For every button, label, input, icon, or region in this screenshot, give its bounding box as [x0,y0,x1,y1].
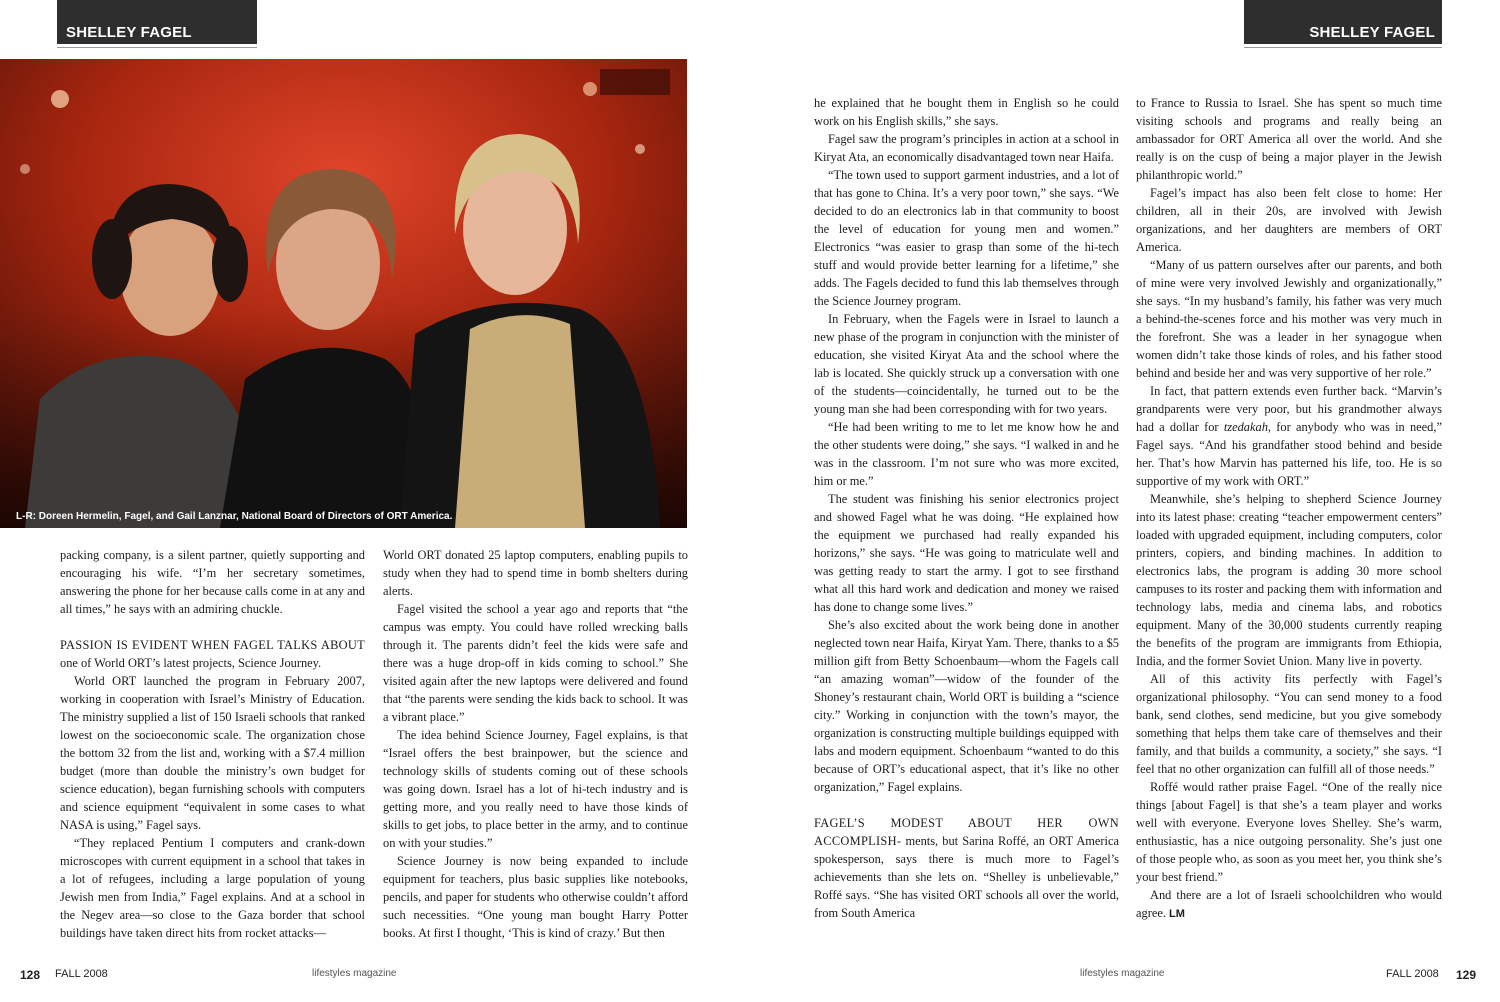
paragraph: Fagel saw the program’s principles in action at a school in Kiryat Ata, an economically disadvantaged town near Haifa. [814,132,1119,164]
paragraph: Roffé would rather praise Fagel. “One of the really nice things [about Fagel] is that she’s a team player and works well with everyone. Everyone loves Shelley. She’s warm, enthusiastic, has a nice outgoing personality. She’s just one of those people who, as soon as you meet her, you think she’s your best friend.” [1136,780,1442,884]
paragraph: “He had been writing to me to let me know how he and the other students were doing,” she says. “I walked in and he was in the classroom. I’m not sure who was more excited, him or me.” [814,420,1119,488]
section-lead-in: FAGEL’S MODEST ABOUT HER OWN ACCOMPLISH- [814,816,1119,848]
paragraph: World ORT launched the program in February 2007, working in cooperation with Israel’s Ministry of Education. The ministry supplied a list of 150 Israeli schools that ranked lowest on the socioeconomic scale. The organization chose the bottom 32 from the list and, working with a $7.4 million budget (more than double the ministry’s own budget for science education), began furnishing schools with computers and science equipment “equivalent in some cases to what NASA is using,” Fagel says. [60,674,365,832]
article-column-2 [383,546,688,946]
section-lead-in: PASSION IS EVIDENT WHEN FAGEL TALKS ABOUT [60,638,365,652]
paragraph: Fagel’s impact has also been felt close to home: Her children, all in their 20s, are involved with Jewish organizations, and her daughters are members of ORT America. [1136,186,1442,254]
issue-date-right: FALL 2008 [1386,968,1439,980]
article-column-1 [60,546,365,946]
paragraph: to France to Russia to Israel. She has spent so much time visiting schools and programs and really being an ambassador for ORT America all over the world. And she really is on the cusp of being a major player in the Jewish philanthropic world.” [1136,96,1442,182]
paragraph: he explained that he bought them in English so he could work on his English skills,” she says. [814,96,1119,128]
paragraph: All of this activity fits perfectly with Fagel’s organizational philosophy. “You can send money to a food bank, send clothes, send medicine, but you give somebody something that helps them take care of themselves and their family, and that builds a community, a society,” she says. “I feel that no other organization can fulfill all of those needs.” [1136,672,1442,776]
header-rule-right [1244,47,1442,48]
page-number-right: 129 [1456,968,1477,982]
group-photo [0,59,687,528]
paragraph-text: And there are a lot of Israeli schoolchildren who would agree. [1136,888,1442,920]
header-tab-right [1244,0,1442,44]
paragraph [814,814,1119,922]
section-title-right: SHELLEY FAGEL [1309,24,1435,41]
paragraph: “Many of us pattern ourselves after our parents, and both of mine were very involved Jewishly and organizationally,” she says. “In my husband’s family, his father was very much a behind-the-scenes force and his mother was very much in the forefront. She was a leader in her synagogue when women didn’t take those kinds of roles, and his father stood behind and beside her and was very supportive of her role.” [1136,258,1442,380]
article-column-3 [814,94,1119,946]
section-title-left: SHELLEY FAGEL [66,24,192,41]
paragraph [60,636,365,672]
header-tab-left [57,0,257,44]
magazine-name-right: lifestyles magazine [1080,968,1165,979]
issue-date-left: FALL 2008 [55,968,108,980]
paragraph [1136,886,1442,923]
paragraph-text: ments, but Sarina Roffé, an ORT America spokesperson, says there is much more to Fagel’s achievements than she lets on. “Shelley is unbelievable,” Roffé says. “She has visited ORT schools all over the world, from South America [814,834,1119,920]
paragraph: The idea behind Science Journey, Fagel explains, is that “Israel offers the best brainpower, but the science and technology skills of students coming out of these schools was going down. Israel has a lot of hi-tech industry and is getting more, and you really need to have those kinds of skills to get jobs, to place better in the army, and to continue on with your studies.” [383,728,688,850]
magazine-name-left: lifestyles magazine [312,968,397,979]
photo-illustration [0,59,687,528]
header-rule-left [57,47,257,48]
paragraph: The student was finishing his senior electronics project and showed Fagel what he was doing. “He explained how the equipment we purchased had really expanded his horizons,” she says. “He was going to matriculate well and was getting ready to start the army. I got to see firsthand what all this hard work and dedication and money we raised has done to change some lives.” [814,492,1119,614]
article-column-4 [1136,94,1442,946]
paragraph-text: In fact, that pattern extends even further back. “Marvin’s grandparents were very poor, but his grandmother always had a dollar for [1136,384,1442,434]
paragraph: packing company, is a silent partner, quietly supporting and encouraging his wife. “I’m her secretary sometimes, answering the phone for her because calls come in at any and all times,” he says with an admiring chuckle. [60,548,365,616]
paragraph: In February, when the Fagels were in Israel to launch a new phase of the program in conjunction with the minister of education, she visited Kiryat Ata and the school where the lab is located. She quickly struck up a conversation with one of the students—coincidentally, he turned out to be the young man she had been corresponding with for two years. [814,312,1119,416]
paragraph-text: one of World ORT’s latest projects, Science Journey. [60,656,322,670]
paragraph: She’s also excited about the work being done in another neglected town near Haifa, Kiryat Yam. There, thanks to a $5 million gift from Betty Schoenbaum—whom the Fagels call “an amazing woman”—widow of the founder of the Shoney’s restaurant chain, World ORT is building a “science city.” Working in conjunction with the town’s mayor, the organization is constructing multiple buildings equipped with labs and modern equipment. Schoenbaum “wanted to do this because of ORT’s educational aspect, that it’s like no other organization,” Fagel explains. [814,618,1119,794]
paragraph: Meanwhile, she’s helping to shepherd Science Journey into its latest phase: creating “teacher empowerment centers” loaded with upgraded equipment, including computers, color printers, copiers, and binding machines. In addition to electronics labs, the program is adding 30 more school campuses to its roster and packing them with information and technology labs, media and cinema labs, and robotics equipment. Many of the 30,000 students currently reaping the benefits of the program are immigrants from Ethiopia, India, and the former Soviet Union. Many live in poverty. [1136,492,1442,668]
end-mark-logo: LM [1169,908,1185,920]
paragraph: World ORT donated 25 laptop computers, enabling pupils to study when they had to spend time in bomb shelters during alerts. [383,548,688,598]
page-number-left: 128 [20,968,41,982]
paragraph-text: , for anybody who was in need,” Fagel says. “And his grandfather stood behind and beside her. That’s how Marvin has patterned his life, too. He is so supportive of my work with ORT.” [1136,420,1442,488]
paragraph: Science Journey is now being expanded to include equipment for teachers, plus basic supplies like notebooks, pencils, and paper for students who otherwise couldn’t afford such necessities. “One young man bought Harry Potter books. At first I thought, ‘This is kind of crazy.’ But then [383,854,688,940]
paragraph: “They replaced Pentium I computers and crank-down microscopes with current equipment in a school that takes in a lot of refugees, including a large population of young Jewish men from India,” Fagel explains. And at a school in the Negev area—so close to the Gaza border that school buildings have taken direct hits from rocket attacks— [60,836,365,940]
italic-term: tzedakah [1223,420,1268,434]
photo-caption: L-R: Doreen Hermelin, Fagel, and Gail Lanznar, National Board of Directors of ORT America. [16,511,453,522]
paragraph: “The town used to support garment industries, and a lot of that has gone to China. It’s a very poor town,” she says. “We decided to do an electronics lab in that community to boost the level of education for young men and women.” Electronics “was easier to grasp than some of the hi-tech stuff and would provide better learning for a lifetime,” she adds. The Fagels decided to fund this lab themselves through the Science Journey program. [814,168,1119,308]
paragraph: Fagel visited the school a year ago and reports that “the campus was empty. You could have rolled wrecking balls through it. The parents didn’t feel the kids were safe and there was a huge drop-off in kids coming to school.” She visited again after the new laptops were delivered and found that “the parents were sending the kids back to school. It was a vibrant place.” [383,602,688,724]
paragraph [1136,382,1442,490]
